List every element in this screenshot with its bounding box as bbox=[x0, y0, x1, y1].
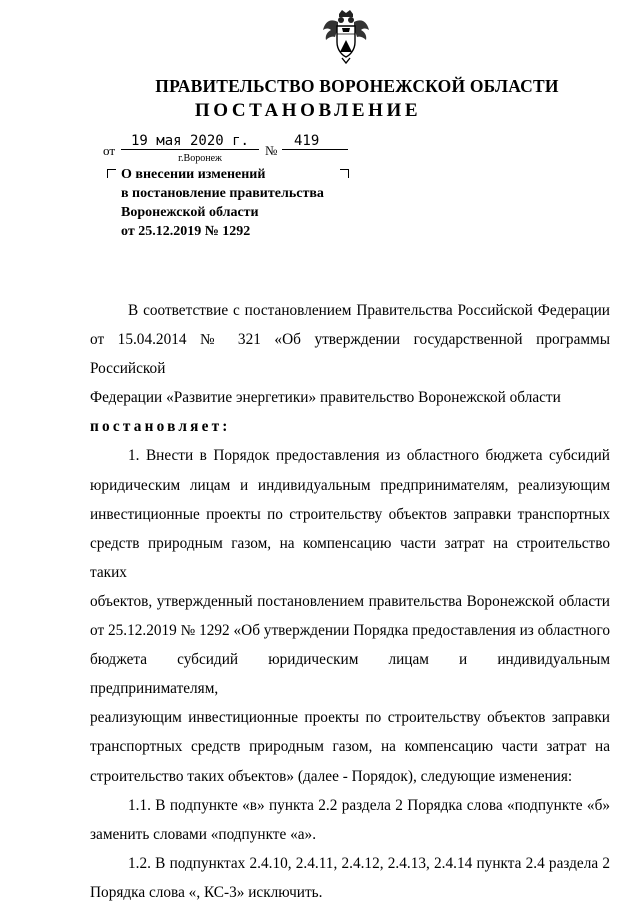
body-line: юридическим лицам и индивидуальным предпринимателям, реализующим bbox=[90, 476, 610, 494]
subject-line: О внесении изменений bbox=[121, 167, 266, 182]
document-date: 19 мая 2020 г. bbox=[121, 133, 259, 150]
body-line: от 15.04.2014 № 321 «Об утверждении государственной программы Российской bbox=[90, 331, 610, 378]
document-subject bbox=[121, 165, 361, 241]
document-type-title: ПОСТАНОВЛЕНИЕ bbox=[194, 100, 422, 121]
body-line: средств природным газом, на компенсацию части затрат на строительство таких bbox=[90, 534, 610, 581]
body-line: 1.1. В подпункте «в» пункта 2.2 раздела 2 Порядка слова «подпункте «б» bbox=[128, 796, 610, 814]
body-line: Федерации «Развитие энергетики» правительство Воронежской области bbox=[90, 389, 561, 407]
document-body bbox=[90, 296, 610, 907]
document-number: 419 bbox=[282, 133, 348, 150]
body-line: транспортных средств природным газом, на компенсацию части затрат на bbox=[90, 738, 610, 756]
body-line: реализующим инвестиционные проекты по строительству объектов заправки bbox=[90, 709, 610, 727]
left-corner-bracket bbox=[107, 169, 116, 178]
subject-line: в постановление правительства bbox=[121, 186, 324, 201]
body-line: строительство таких объектов» (далее - Порядок), следующие изменения: bbox=[90, 767, 573, 785]
body-line: В соответствие с постановлением Правительства Российской Федерации bbox=[128, 302, 610, 319]
city-name: г.Воронеж bbox=[178, 153, 222, 164]
coat-of-arms-emblem bbox=[322, 8, 370, 64]
body-line: объектов, утвержденный постановлением правительства Воронежской области bbox=[90, 592, 610, 610]
resolves-word: постановляет: bbox=[90, 418, 231, 436]
body-line: заменить словами «подпункте «а». bbox=[90, 825, 317, 843]
subject-line: от 25.12.2019 № 1292 bbox=[121, 224, 251, 239]
body-line: инвестиционные проекты по строительству объектов заправки транспортных bbox=[90, 505, 610, 523]
date-prefix: от bbox=[103, 143, 116, 158]
body-line: 1.2. В подпунктах 2.4.10, 2.4.11, 2.4.12, 2.4.13, 2.4.14 пункта 2.4 раздела 2 bbox=[128, 854, 610, 872]
subject-line: Воронежской области bbox=[121, 205, 259, 220]
body-line: 1. Внести в Порядок предоставления из областного бюджета субсидий bbox=[128, 447, 610, 465]
body-line: бюджета субсидий юридическим лицам и индивидуальным предпринимателям, bbox=[90, 651, 610, 698]
body-line: от 25.12.2019 № 1292 «Об утверждении Порядка предоставления из областного bbox=[90, 622, 610, 640]
number-label: № bbox=[265, 143, 278, 158]
body-line: Порядка слова «, КС-3» исключить. bbox=[90, 883, 323, 901]
government-name: ПРАВИТЕЛЬСТВО ВОРОНЕЖСКОЙ ОБЛАСТИ bbox=[155, 76, 559, 96]
